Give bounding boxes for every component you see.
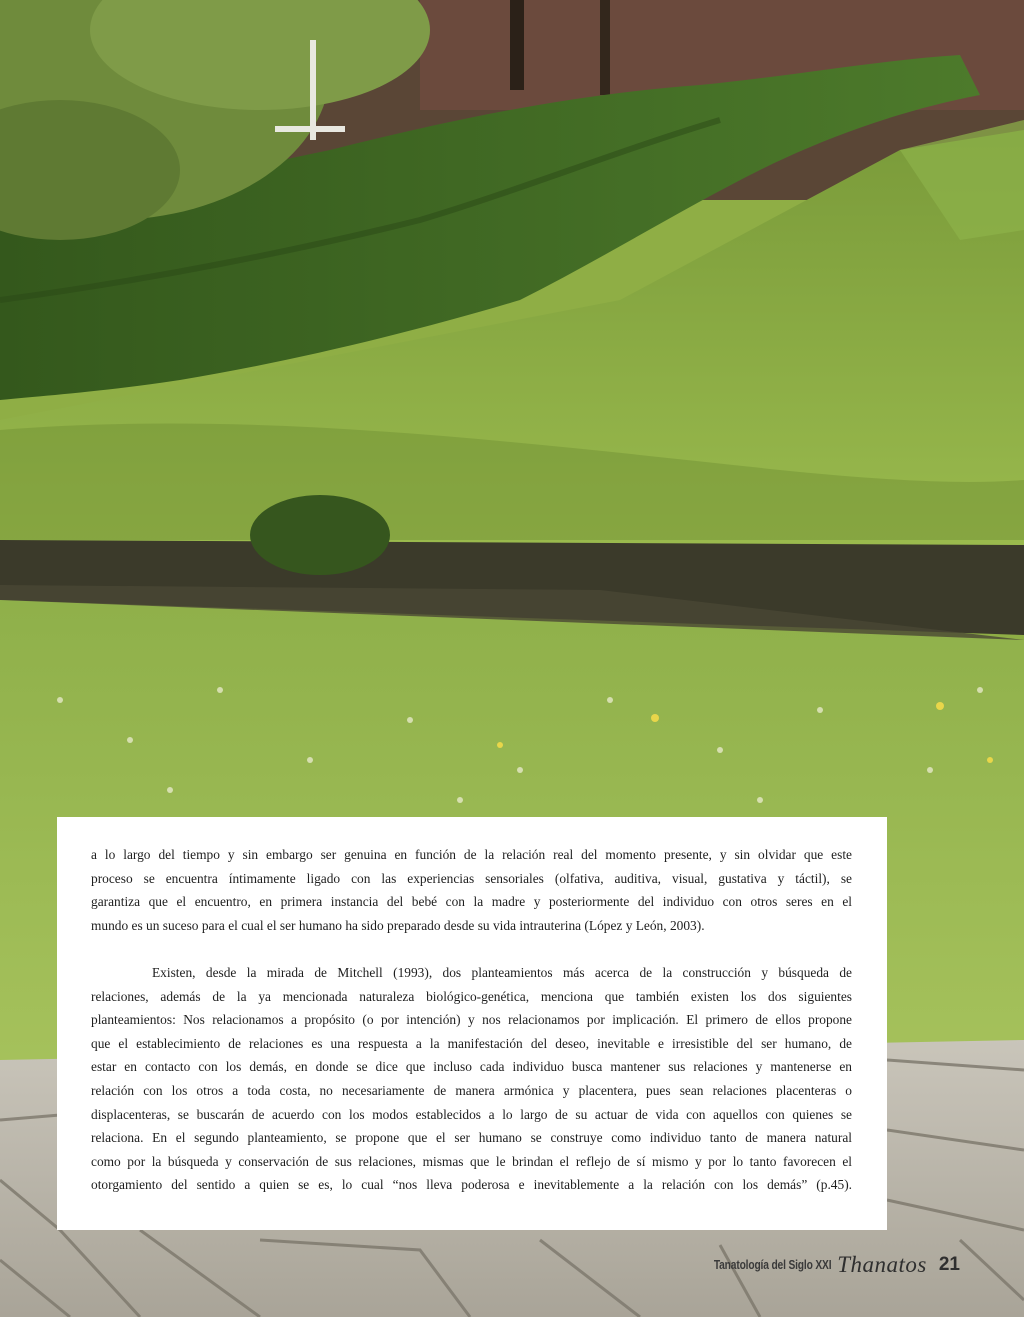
paragraph-line: Existen, desde la mirada de Mitchell (1993), dos planteamientos más acerca de la construcción y búsqueda de: [152, 964, 852, 980]
brand-logo: Thanatos: [837, 1252, 927, 1277]
paragraph-line: relaciona. En el segundo planteamiento, se propone que el ser humano se construye como individuo tanto de manera natural: [91, 1130, 852, 1146]
magazine-name: Tanatología del Siglo XXI: [713, 1258, 832, 1272]
paragraph-line: como por la búsqueda y conservación de sus relaciones, mismas que le brindan el reflejo de sí mismo y por lo tanto favorecen el: [91, 1153, 852, 1169]
page-number: 21: [938, 1254, 960, 1275]
paragraph-line: relación con los otros a toda costa, no necesariamente de manera armónica y placentera, pues sean relaciones placenteras o: [91, 1082, 852, 1098]
paragraph-line: otorgamiento del sentido a quien se es, lo cual “nos lleva poderosa e inevitablemente a la relación con los demás” (p.45).: [91, 1177, 852, 1193]
paragraph-line: relaciones, además de la ya mencionada naturaleza biológico-genética, menciona que también existen los dos siguientes: [91, 988, 852, 1004]
paragraph-line: a lo largo del tiempo y sin embargo ser genuina en función de la relación real del momento presente, y sin olvidar que este: [91, 847, 852, 862]
paragraph-line: mundo es un suceso para el cual el ser humano ha sido preparado desde su vida intrauterina (López y León, 2003).: [91, 917, 705, 933]
paragraph-line: que el establecimiento de relaciones es una respuesta a la manifestación del deseo, inevitable e irresistible del ser humano, de: [91, 1035, 852, 1051]
paragraph-line: proceso se encuentra íntimamente ligado con las experiencias sensoriales (olfativa, auditiva, visual, gustativa y táctil), se: [91, 870, 852, 886]
paragraph-line: planteamientos: Nos relacionamos a propósito (o por intención) y nos relacionamos por implicación. El primero de ellos propone: [91, 1012, 852, 1028]
page-footer: [688, 1250, 960, 1280]
paragraph-line: displacenteras, se buscarán de acuerdo con los modos establecidos a lo largo de su actuar de vida con aquellos con quienes se: [91, 1106, 852, 1122]
article-text-box: [57, 817, 887, 1230]
paragraph-line: estar en contacto con los demás, en donde se dice que incluso cada individuo busca mantener sus relaciones y mantenerse en: [91, 1059, 852, 1075]
paragraph-gap: [91, 937, 852, 961]
paragraph-line: garantiza que el encuentro, en primera instancia del bebé con la madre y posteriormente del individuo con otros seres en el: [91, 894, 852, 910]
